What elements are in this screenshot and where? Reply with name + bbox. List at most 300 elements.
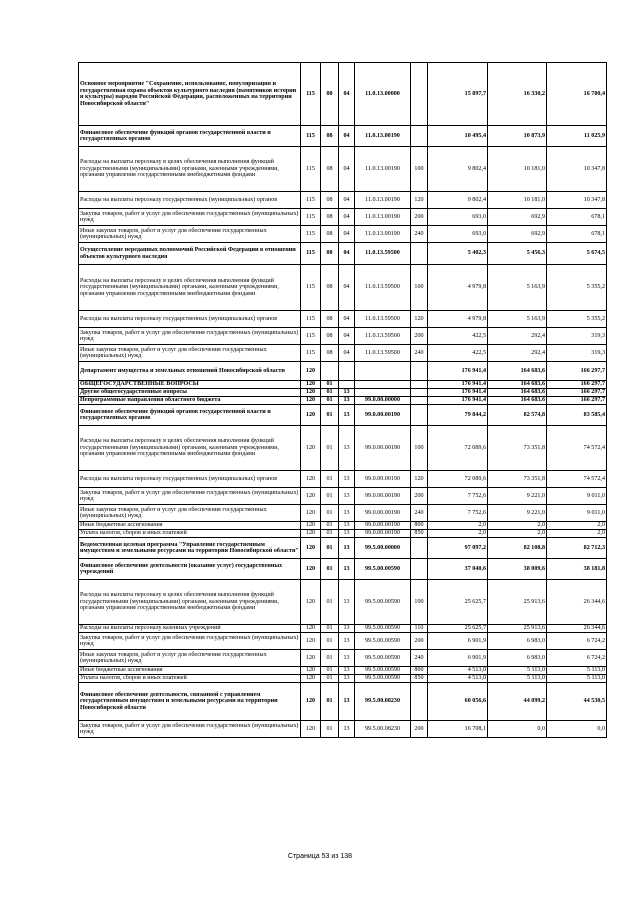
amount-year3-cell: 6 724,2 bbox=[547, 650, 607, 667]
section-code-cell: 01 bbox=[321, 721, 339, 738]
item-name-cell: Финансовое обеспечение деятельности (оказание услуг) государственных учреждений bbox=[79, 559, 301, 580]
amount-year3-cell: 678,1 bbox=[547, 209, 607, 226]
subsection-code-cell: 13 bbox=[339, 522, 355, 530]
ministry-code-cell: 115 bbox=[301, 328, 321, 345]
table-row bbox=[79, 559, 607, 580]
ministry-code-cell: 120 bbox=[301, 559, 321, 580]
amount-year2-cell: 164 683,6 bbox=[488, 381, 547, 389]
section-code-cell: 01 bbox=[321, 397, 339, 405]
item-name-cell: Расходы на выплаты персоналу в целях обеспечения выполнения функций государственными (муниципальными) органами, казенными учреждениями, органами управления государственными внебюджетными фондами bbox=[79, 147, 301, 192]
amount-year1-cell: 176 941,4 bbox=[428, 362, 488, 381]
amount-year2-cell: 82 574,8 bbox=[488, 405, 547, 426]
subsection-code-cell: 04 bbox=[339, 192, 355, 209]
table-row bbox=[79, 243, 607, 265]
target-article-cell: 99.0.00.00190 bbox=[355, 530, 411, 538]
subsection-code-cell: 13 bbox=[339, 650, 355, 667]
table-row bbox=[79, 522, 607, 530]
amount-year2-cell: 5 163,9 bbox=[488, 265, 547, 311]
amount-year2-cell: 6 983,0 bbox=[488, 633, 547, 650]
amount-year1-cell: 176 941,4 bbox=[428, 389, 488, 397]
amount-year2-cell: 5 163,9 bbox=[488, 311, 547, 328]
target-article-cell bbox=[355, 389, 411, 397]
item-name-cell: Расходы на выплаты персоналу в целях обеспечения выполнения функций государственными (муниципальными) органами, казенными учреждениями, органами управления государственными внебюджетными фондами bbox=[79, 580, 301, 625]
subsection-code-cell: 04 bbox=[339, 63, 355, 126]
section-code-cell: 08 bbox=[321, 226, 339, 243]
target-article-cell: 99.5.00.08230 bbox=[355, 721, 411, 738]
expense-type-cell: 240 bbox=[411, 505, 428, 522]
table-row bbox=[79, 397, 607, 405]
amount-year1-cell: 25 625,7 bbox=[428, 580, 488, 625]
table-row bbox=[79, 683, 607, 721]
amount-year3-cell: 26 344,6 bbox=[547, 580, 607, 625]
amount-year1-cell: 422,5 bbox=[428, 328, 488, 345]
item-name-cell: Основное мероприятие "Сохранение, использование, популяризация и государственная охрана объектов культурного наследия (памятников истории и культуры) народов Российской Федерации, расположенных на территории Новосибирской области" bbox=[79, 63, 301, 126]
item-name-cell: Расходы на выплаты персоналу в целях обеспечения выполнения функций государственными (муниципальными) органами, казенными учреждениями, органами управления государственными внебюджетными фондами bbox=[79, 426, 301, 471]
table-row bbox=[79, 389, 607, 397]
amount-year3-cell: 319,3 bbox=[547, 345, 607, 362]
item-name-cell: Финансовое обеспечение функций органов государственной власти и государственных органов bbox=[79, 405, 301, 426]
amount-year2-cell: 292,4 bbox=[488, 328, 547, 345]
target-article-cell: 99.5.00.00590 bbox=[355, 650, 411, 667]
amount-year2-cell: 9 221,0 bbox=[488, 505, 547, 522]
target-article-cell: 11.0.13.59500 bbox=[355, 311, 411, 328]
expense-type-cell: 240 bbox=[411, 650, 428, 667]
amount-year1-cell: 9 802,4 bbox=[428, 192, 488, 209]
item-name-cell: Закупка товаров, работ и услуг для обеспечения государственных (муниципальных) нужд bbox=[79, 633, 301, 650]
subsection-code-cell: 04 bbox=[339, 209, 355, 226]
expense-type-cell bbox=[411, 389, 428, 397]
expense-type-cell: 800 bbox=[411, 667, 428, 675]
target-article-cell: 99.5.00.00590 bbox=[355, 675, 411, 683]
amount-year3-cell: 10 347,8 bbox=[547, 147, 607, 192]
amount-year1-cell: 37 040,6 bbox=[428, 559, 488, 580]
section-code-cell: 08 bbox=[321, 192, 339, 209]
ministry-code-cell: 120 bbox=[301, 397, 321, 405]
item-name-cell: ОБЩЕГОСУДАРСТВЕННЫЕ ВОПРОСЫ bbox=[79, 381, 301, 389]
amount-year2-cell: 692,9 bbox=[488, 209, 547, 226]
section-code-cell: 01 bbox=[321, 522, 339, 530]
amount-year3-cell: 26 344,6 bbox=[547, 625, 607, 633]
page-footer: Страница 53 из 138 bbox=[287, 853, 353, 860]
subsection-code-cell: 04 bbox=[339, 265, 355, 311]
subsection-code-cell: 13 bbox=[339, 538, 355, 559]
amount-year3-cell: 9 011,0 bbox=[547, 505, 607, 522]
section-code-cell: 01 bbox=[321, 625, 339, 633]
amount-year3-cell: 5 113,0 bbox=[547, 667, 607, 675]
section-code-cell: 01 bbox=[321, 389, 339, 397]
subsection-code-cell: 13 bbox=[339, 559, 355, 580]
target-article-cell: 99.5.00.00590 bbox=[355, 633, 411, 650]
expense-type-cell: 850 bbox=[411, 675, 428, 683]
item-name-cell: Иные закупки товаров, работ и услуг для обеспечения государственных (муниципальных) нужд bbox=[79, 650, 301, 667]
amount-year2-cell: 10 181,0 bbox=[488, 192, 547, 209]
section-code-cell: 08 bbox=[321, 147, 339, 192]
amount-year2-cell: 25 913,6 bbox=[488, 580, 547, 625]
amount-year1-cell: 25 625,7 bbox=[428, 625, 488, 633]
table-row bbox=[79, 405, 607, 426]
item-name-cell: Расходы на выплаты персоналу казенных учреждений bbox=[79, 625, 301, 633]
amount-year1-cell: 2,0 bbox=[428, 522, 488, 530]
ministry-code-cell: 115 bbox=[301, 126, 321, 147]
amount-year2-cell: 164 683,6 bbox=[488, 362, 547, 381]
target-article-cell: 11.0.13.00190 bbox=[355, 147, 411, 192]
ministry-code-cell: 115 bbox=[301, 345, 321, 362]
subsection-code-cell: 13 bbox=[339, 530, 355, 538]
table-row bbox=[79, 471, 607, 488]
amount-year1-cell: 2,0 bbox=[428, 530, 488, 538]
expense-type-cell bbox=[411, 559, 428, 580]
table-row bbox=[79, 650, 607, 667]
amount-year3-cell: 83 585,4 bbox=[547, 405, 607, 426]
target-article-cell: 11.0.13.00190 bbox=[355, 209, 411, 226]
amount-year1-cell: 72 089,6 bbox=[428, 471, 488, 488]
expense-type-cell: 200 bbox=[411, 488, 428, 505]
subsection-code-cell: 04 bbox=[339, 226, 355, 243]
expense-type-cell: 110 bbox=[411, 625, 428, 633]
expense-type-cell bbox=[411, 126, 428, 147]
table-row bbox=[79, 538, 607, 559]
expense-type-cell: 100 bbox=[411, 147, 428, 192]
section-code-cell: 01 bbox=[321, 633, 339, 650]
item-name-cell: Закупка товаров, работ и услуг для обеспечения государственных (муниципальных) нужд bbox=[79, 721, 301, 738]
ministry-code-cell: 120 bbox=[301, 405, 321, 426]
budget-table bbox=[78, 62, 607, 738]
amount-year2-cell: 73 351,8 bbox=[488, 471, 547, 488]
section-code-cell: 01 bbox=[321, 667, 339, 675]
section-code-cell: 01 bbox=[321, 405, 339, 426]
item-name-cell: Осуществление переданных полномочий Российской Федерации в отношении объектов культурного наследия bbox=[79, 243, 301, 265]
target-article-cell: 11.0.13.00190 bbox=[355, 126, 411, 147]
table-row bbox=[79, 209, 607, 226]
expense-type-cell bbox=[411, 683, 428, 721]
amount-year1-cell: 693,0 bbox=[428, 226, 488, 243]
subsection-code-cell: 04 bbox=[339, 243, 355, 265]
expense-type-cell bbox=[411, 397, 428, 405]
amount-year3-cell: 166 297,7 bbox=[547, 397, 607, 405]
amount-year3-cell: 6 724,2 bbox=[547, 633, 607, 650]
subsection-code-cell: 13 bbox=[339, 488, 355, 505]
ministry-code-cell: 120 bbox=[301, 580, 321, 625]
expense-type-cell: 200 bbox=[411, 721, 428, 738]
section-code-cell: 08 bbox=[321, 243, 339, 265]
section-code-cell bbox=[321, 362, 339, 381]
expense-type-cell bbox=[411, 538, 428, 559]
target-article-cell: 11.0.13.00000 bbox=[355, 63, 411, 126]
subsection-code-cell: 13 bbox=[339, 389, 355, 397]
subsection-code-cell: 13 bbox=[339, 580, 355, 625]
amount-year1-cell: 5 402,3 bbox=[428, 243, 488, 265]
amount-year1-cell: 6 901,9 bbox=[428, 650, 488, 667]
amount-year2-cell: 38 009,6 bbox=[488, 559, 547, 580]
item-name-cell: Закупка товаров, работ и услуг для обеспечения государственных (муниципальных) нужд bbox=[79, 328, 301, 345]
amount-year3-cell: 5 355,2 bbox=[547, 265, 607, 311]
subsection-code-cell: 13 bbox=[339, 505, 355, 522]
ministry-code-cell: 115 bbox=[301, 209, 321, 226]
table-row bbox=[79, 633, 607, 650]
expense-type-cell: 100 bbox=[411, 265, 428, 311]
amount-year3-cell: 10 347,8 bbox=[547, 192, 607, 209]
target-article-cell: 99.5.00.00590 bbox=[355, 667, 411, 675]
item-name-cell: Финансовое обеспечение функций органов государственной власти и государственных органов bbox=[79, 126, 301, 147]
amount-year2-cell: 692,9 bbox=[488, 226, 547, 243]
amount-year2-cell: 73 351,8 bbox=[488, 426, 547, 471]
section-code-cell: 01 bbox=[321, 675, 339, 683]
amount-year2-cell: 9 221,0 bbox=[488, 488, 547, 505]
amount-year1-cell: 10 495,4 bbox=[428, 126, 488, 147]
amount-year1-cell: 4 979,8 bbox=[428, 311, 488, 328]
section-code-cell: 01 bbox=[321, 530, 339, 538]
target-article-cell bbox=[355, 362, 411, 381]
subsection-code-cell: 13 bbox=[339, 397, 355, 405]
subsection-code-cell: 13 bbox=[339, 471, 355, 488]
item-name-cell: Иные закупки товаров, работ и услуг для обеспечения государственных (муниципальных) нужд bbox=[79, 226, 301, 243]
amount-year2-cell: 10 873,9 bbox=[488, 126, 547, 147]
expense-type-cell: 800 bbox=[411, 522, 428, 530]
target-article-cell: 99.0.00.00190 bbox=[355, 405, 411, 426]
ministry-code-cell: 115 bbox=[301, 226, 321, 243]
section-code-cell: 08 bbox=[321, 209, 339, 226]
expense-type-cell: 100 bbox=[411, 426, 428, 471]
amount-year3-cell: 166 297,7 bbox=[547, 362, 607, 381]
table-row bbox=[79, 530, 607, 538]
subsection-code-cell: 13 bbox=[339, 426, 355, 471]
amount-year3-cell: 2,0 bbox=[547, 522, 607, 530]
target-article-cell: 99.5.00.00000 bbox=[355, 538, 411, 559]
item-name-cell: Иные бюджетные ассигнования bbox=[79, 522, 301, 530]
amount-year3-cell: 38 181,8 bbox=[547, 559, 607, 580]
subsection-code-cell: 04 bbox=[339, 147, 355, 192]
item-name-cell: Иные закупки товаров, работ и услуг для обеспечения государственных (муниципальных) нужд bbox=[79, 345, 301, 362]
item-name-cell: Непрограммные направления областного бюджета bbox=[79, 397, 301, 405]
amount-year2-cell: 10 181,0 bbox=[488, 147, 547, 192]
subsection-code-cell: 13 bbox=[339, 405, 355, 426]
ministry-code-cell: 120 bbox=[301, 530, 321, 538]
amount-year1-cell: 79 844,2 bbox=[428, 405, 488, 426]
section-code-cell: 08 bbox=[321, 311, 339, 328]
target-article-cell: 99.0.00.00190 bbox=[355, 522, 411, 530]
subsection-code-cell bbox=[339, 362, 355, 381]
amount-year3-cell: 44 530,5 bbox=[547, 683, 607, 721]
amount-year3-cell: 166 297,7 bbox=[547, 381, 607, 389]
table-row bbox=[79, 328, 607, 345]
amount-year1-cell: 7 752,6 bbox=[428, 505, 488, 522]
item-name-cell: Финансовое обеспечение деятельности, связанной с управлением государственным имуществом и земельными ресурсами на территории Новосибирской области bbox=[79, 683, 301, 721]
expense-type-cell: 100 bbox=[411, 580, 428, 625]
subsection-code-cell bbox=[339, 381, 355, 389]
ministry-code-cell: 115 bbox=[301, 147, 321, 192]
expense-type-cell: 120 bbox=[411, 192, 428, 209]
subsection-code-cell: 04 bbox=[339, 311, 355, 328]
ministry-code-cell: 120 bbox=[301, 381, 321, 389]
section-code-cell: 01 bbox=[321, 538, 339, 559]
amount-year1-cell: 7 752,6 bbox=[428, 488, 488, 505]
item-name-cell: Расходы на выплаты персоналу государственных (муниципальных) органов bbox=[79, 192, 301, 209]
amount-year3-cell: 9 011,0 bbox=[547, 488, 607, 505]
expense-type-cell bbox=[411, 63, 428, 126]
section-code-cell: 01 bbox=[321, 559, 339, 580]
amount-year3-cell: 0,0 bbox=[547, 721, 607, 738]
ministry-code-cell: 120 bbox=[301, 667, 321, 675]
amount-year1-cell: 15 897,7 bbox=[428, 63, 488, 126]
amount-year1-cell: 176 941,4 bbox=[428, 397, 488, 405]
ministry-code-cell: 115 bbox=[301, 63, 321, 126]
expense-type-cell: 240 bbox=[411, 226, 428, 243]
table-row bbox=[79, 625, 607, 633]
amount-year2-cell: 16 330,2 bbox=[488, 63, 547, 126]
amount-year2-cell: 2,0 bbox=[488, 530, 547, 538]
ministry-code-cell: 115 bbox=[301, 243, 321, 265]
target-article-cell: 11.0.13.00190 bbox=[355, 226, 411, 243]
target-article-cell: 11.0.13.59500 bbox=[355, 243, 411, 265]
amount-year1-cell: 60 056,6 bbox=[428, 683, 488, 721]
section-code-cell: 01 bbox=[321, 488, 339, 505]
section-code-cell: 01 bbox=[321, 580, 339, 625]
ministry-code-cell: 115 bbox=[301, 192, 321, 209]
ministry-code-cell: 120 bbox=[301, 426, 321, 471]
table-row bbox=[79, 265, 607, 311]
item-name-cell: Иные бюджетные ассигнования bbox=[79, 667, 301, 675]
section-code-cell: 08 bbox=[321, 345, 339, 362]
target-article-cell: 99.5.00.00590 bbox=[355, 580, 411, 625]
expense-type-cell: 850 bbox=[411, 530, 428, 538]
item-name-cell: Иные закупки товаров, работ и услуг для обеспечения государственных (муниципальных) нужд bbox=[79, 505, 301, 522]
table-row bbox=[79, 488, 607, 505]
table-row bbox=[79, 721, 607, 738]
amount-year2-cell: 5 113,0 bbox=[488, 675, 547, 683]
section-code-cell: 08 bbox=[321, 63, 339, 126]
target-article-cell: 11.0.13.59500 bbox=[355, 265, 411, 311]
ministry-code-cell: 120 bbox=[301, 538, 321, 559]
section-code-cell: 01 bbox=[321, 505, 339, 522]
table-row bbox=[79, 226, 607, 243]
table-row bbox=[79, 580, 607, 625]
amount-year3-cell: 5 355,2 bbox=[547, 311, 607, 328]
table-row bbox=[79, 192, 607, 209]
table-row bbox=[79, 126, 607, 147]
item-name-cell: Закупка товаров, работ и услуг для обеспечения государственных (муниципальных) нужд bbox=[79, 488, 301, 505]
item-name-cell: Расходы на выплаты персоналу государственных (муниципальных) органов bbox=[79, 311, 301, 328]
expense-type-cell: 200 bbox=[411, 209, 428, 226]
ministry-code-cell: 115 bbox=[301, 311, 321, 328]
ministry-code-cell: 120 bbox=[301, 650, 321, 667]
amount-year3-cell: 82 712,3 bbox=[547, 538, 607, 559]
table-row bbox=[79, 311, 607, 328]
subsection-code-cell: 13 bbox=[339, 675, 355, 683]
subsection-code-cell: 13 bbox=[339, 721, 355, 738]
amount-year1-cell: 4 513,0 bbox=[428, 667, 488, 675]
amount-year3-cell: 5 674,5 bbox=[547, 243, 607, 265]
amount-year2-cell: 5 113,0 bbox=[488, 667, 547, 675]
table-row bbox=[79, 345, 607, 362]
item-name-cell: Закупка товаров, работ и услуг для обеспечения государственных (муниципальных) нужд bbox=[79, 209, 301, 226]
expense-type-cell: 120 bbox=[411, 311, 428, 328]
target-article-cell: 99.0.00.00190 bbox=[355, 505, 411, 522]
section-code-cell: 01 bbox=[321, 683, 339, 721]
section-code-cell: 08 bbox=[321, 328, 339, 345]
target-article-cell: 11.0.13.59500 bbox=[355, 328, 411, 345]
target-article-cell: 11.0.13.59500 bbox=[355, 345, 411, 362]
section-code-cell: 01 bbox=[321, 381, 339, 389]
item-name-cell: Ведомственная целевая программа "Управление государственным имуществом и земельными ресурсами на территории Новосибирской области" bbox=[79, 538, 301, 559]
table-row bbox=[79, 675, 607, 683]
amount-year2-cell: 164 683,6 bbox=[488, 397, 547, 405]
subsection-code-cell: 04 bbox=[339, 345, 355, 362]
amount-year2-cell: 0,0 bbox=[488, 721, 547, 738]
amount-year2-cell: 82 108,8 bbox=[488, 538, 547, 559]
amount-year3-cell: 319,3 bbox=[547, 328, 607, 345]
ministry-code-cell: 120 bbox=[301, 625, 321, 633]
ministry-code-cell: 120 bbox=[301, 683, 321, 721]
amount-year2-cell: 44 099,2 bbox=[488, 683, 547, 721]
subsection-code-cell: 13 bbox=[339, 683, 355, 721]
ministry-code-cell: 120 bbox=[301, 522, 321, 530]
ministry-code-cell: 120 bbox=[301, 721, 321, 738]
table-row bbox=[79, 505, 607, 522]
ministry-code-cell: 120 bbox=[301, 362, 321, 381]
section-code-cell: 01 bbox=[321, 426, 339, 471]
amount-year3-cell: 2,0 bbox=[547, 530, 607, 538]
amount-year2-cell: 25 913,6 bbox=[488, 625, 547, 633]
expense-type-cell: 120 bbox=[411, 471, 428, 488]
amount-year1-cell: 176 941,4 bbox=[428, 381, 488, 389]
amount-year1-cell: 4 513,0 bbox=[428, 675, 488, 683]
amount-year1-cell: 6 901,9 bbox=[428, 633, 488, 650]
expense-type-cell bbox=[411, 381, 428, 389]
subsection-code-cell: 13 bbox=[339, 667, 355, 675]
amount-year3-cell: 166 297,7 bbox=[547, 389, 607, 397]
budget-table-body bbox=[79, 63, 607, 738]
amount-year3-cell: 74 572,4 bbox=[547, 471, 607, 488]
amount-year1-cell: 97 097,2 bbox=[428, 538, 488, 559]
amount-year3-cell: 678,1 bbox=[547, 226, 607, 243]
section-code-cell: 01 bbox=[321, 650, 339, 667]
item-name-cell: Расходы на выплаты персоналу государственных (муниципальных) органов bbox=[79, 471, 301, 488]
subsection-code-cell: 04 bbox=[339, 328, 355, 345]
amount-year3-cell: 74 572,4 bbox=[547, 426, 607, 471]
subsection-code-cell: 13 bbox=[339, 633, 355, 650]
amount-year1-cell: 422,5 bbox=[428, 345, 488, 362]
expense-type-cell: 200 bbox=[411, 328, 428, 345]
item-name-cell: Департамент имущества и земельных отношений Новосибирской области bbox=[79, 362, 301, 381]
section-code-cell: 08 bbox=[321, 126, 339, 147]
amount-year3-cell: 11 025,9 bbox=[547, 126, 607, 147]
table-row bbox=[79, 63, 607, 126]
target-article-cell bbox=[355, 381, 411, 389]
amount-year1-cell: 693,0 bbox=[428, 209, 488, 226]
item-name-cell: Расходы на выплаты персоналу в целях обеспечения выполнения функций государственными (муниципальными) органами, казенными учреждениями, органами управления государственными внебюджетными фондами bbox=[79, 265, 301, 311]
ministry-code-cell: 120 bbox=[301, 633, 321, 650]
ministry-code-cell: 120 bbox=[301, 675, 321, 683]
amount-year2-cell: 164 683,6 bbox=[488, 389, 547, 397]
table-row bbox=[79, 667, 607, 675]
item-name-cell: Уплата налогов, сборов и иных платежей bbox=[79, 530, 301, 538]
amount-year3-cell: 16 700,4 bbox=[547, 63, 607, 126]
ministry-code-cell: 120 bbox=[301, 488, 321, 505]
amount-year2-cell: 6 983,0 bbox=[488, 650, 547, 667]
item-name-cell: Другие общегосударственные вопросы bbox=[79, 389, 301, 397]
subsection-code-cell: 13 bbox=[339, 625, 355, 633]
table-row bbox=[79, 362, 607, 381]
target-article-cell: 99.5.00.00590 bbox=[355, 625, 411, 633]
expense-type-cell: 200 bbox=[411, 633, 428, 650]
section-code-cell: 01 bbox=[321, 471, 339, 488]
target-article-cell: 99.5.00.08230 bbox=[355, 683, 411, 721]
item-name-cell: Уплата налогов, сборов и иных платежей bbox=[79, 675, 301, 683]
ministry-code-cell: 115 bbox=[301, 265, 321, 311]
amount-year3-cell: 5 113,0 bbox=[547, 675, 607, 683]
amount-year2-cell: 292,4 bbox=[488, 345, 547, 362]
ministry-code-cell: 120 bbox=[301, 471, 321, 488]
